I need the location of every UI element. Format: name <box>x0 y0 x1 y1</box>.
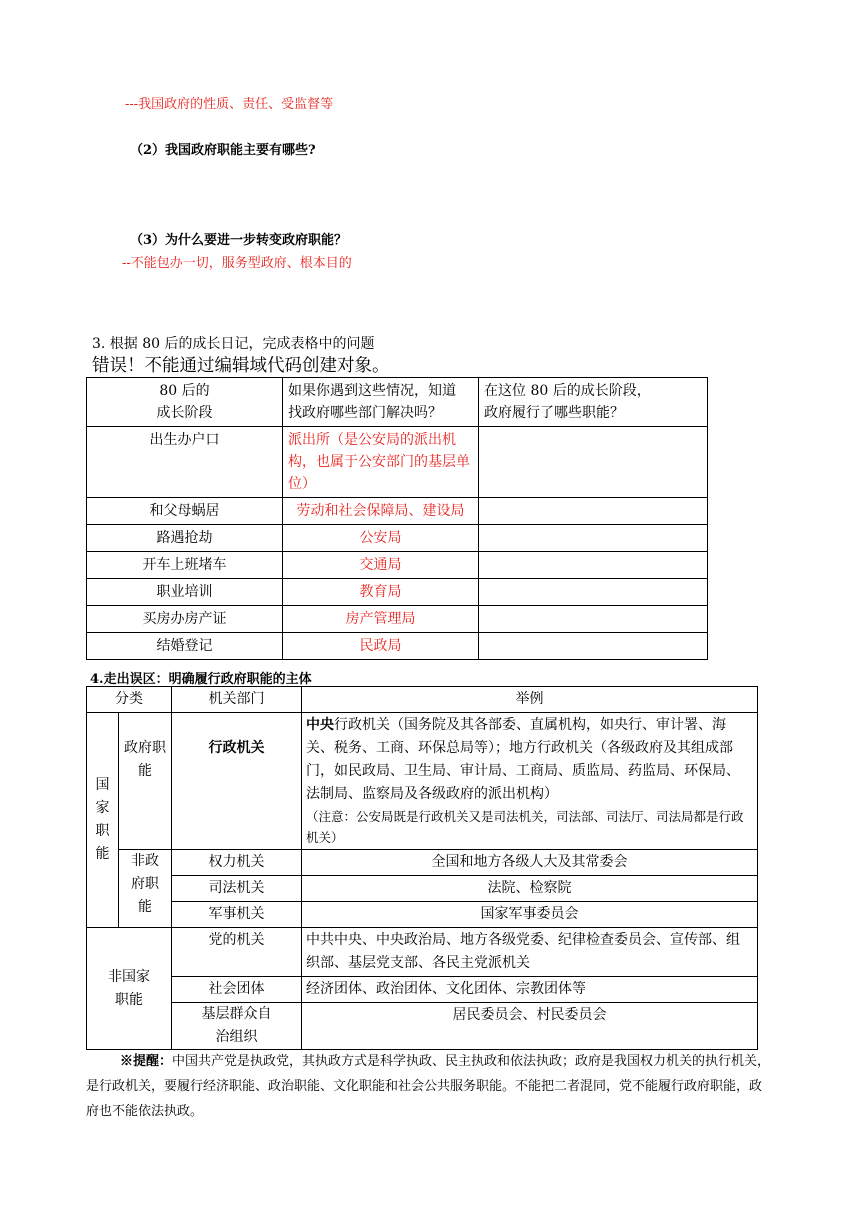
header-text: 政府履行了哪些职能？ <box>484 405 624 421</box>
header-example: 举例 <box>302 687 758 713</box>
tip-label: ※提醒： <box>120 1054 173 1069</box>
table-row <box>87 525 708 552</box>
header-text: 在这位 80 后的成长阶段， <box>484 383 651 399</box>
state-function-cell: 国家职能 <box>87 713 119 928</box>
stage-cell: 买房办房产证 <box>87 606 283 633</box>
func-cell <box>479 579 708 606</box>
example-xingzheng <box>302 713 758 850</box>
answer-line-1: ---我国政府的性质、责任、受监督等 <box>125 97 334 112</box>
example-note: （注意：公安局既是行政机关又是司法机关，司法部、司法厅、司法局都是行政机关） <box>306 809 744 845</box>
stage-cell: 职业培训 <box>87 579 283 606</box>
table-row <box>87 850 758 876</box>
example-junshi: 国家军事委员会 <box>302 902 758 928</box>
dept-cell: 派出所（是公安局的派出机构，也属于公安部门的基层单位） <box>283 427 479 498</box>
example-text: 行政机关（国务院及其各部委、直属机构，如央行、审计署、海关、税务、工商、环保总局等）；地方行政机关（各级政府及其组成部门，如民政局、卫生局、审计局、工商局、质监局、药监局、环保局、法制局、监察局及各级政府的派出机构） <box>306 717 740 802</box>
header-organ: 机关部门 <box>172 687 302 713</box>
table-row <box>87 928 758 977</box>
question-2: （2）我国政府职能主要有哪些? <box>130 143 316 158</box>
example-quanli: 全国和地方各级人大及其常委会 <box>302 850 758 876</box>
header-text: 成长阶段 <box>156 405 213 421</box>
stage-cell: 和父母蜗居 <box>87 498 283 525</box>
tip-paragraph <box>86 1049 774 1124</box>
table-row <box>87 579 708 606</box>
header-text: 如果你遇到这些情况，知道 <box>288 383 456 399</box>
func-cell <box>479 633 708 660</box>
error-message: 错误！不能通过编辑域代码创建对象。 <box>92 356 390 376</box>
stage-cell: 开车上班堵车 <box>87 552 283 579</box>
func-cell <box>479 525 708 552</box>
dept-cell: 房产管理局 <box>283 606 479 633</box>
dept-cell: 教育局 <box>283 579 479 606</box>
header-text: 80 后的 <box>159 383 210 399</box>
example-shehui: 经济团体、政治团体、文化团体、宗教团体等 <box>302 977 758 1003</box>
table-row <box>87 1003 758 1050</box>
nonstate-function-cell: 非国家职能 <box>87 928 172 1050</box>
organ-dang: 党的机关 <box>172 928 302 977</box>
stage-cell: 结婚登记 <box>87 633 283 660</box>
gov-function-cell: 政府职能 <box>119 713 172 850</box>
table-header-row <box>87 687 758 713</box>
header-dept <box>283 378 479 427</box>
example-bold: 中央 <box>306 717 334 733</box>
example-sifa: 法院、检察院 <box>302 876 758 902</box>
func-cell <box>479 552 708 579</box>
organ-xingzheng: 行政机关 <box>172 713 302 850</box>
func-cell <box>479 427 708 498</box>
stage-cell: 出生办户口 <box>87 427 283 498</box>
header-category: 分类 <box>87 687 172 713</box>
organ-jiceng: 基层群众自治组织 <box>172 1003 302 1050</box>
table-row <box>87 713 758 850</box>
header-stage <box>87 378 283 427</box>
section-4-title: 4.走出误区：明确履行政府职能的主体 <box>90 672 312 687</box>
table-row <box>87 552 708 579</box>
organ-junshi: 军事机关 <box>172 902 302 928</box>
answer-3: --不能包办一切，服务型政府、根本目的 <box>122 256 352 271</box>
header-text: 找政府哪些部门解决吗？ <box>288 405 442 421</box>
table-row <box>87 633 708 660</box>
table-row <box>87 876 758 902</box>
growth-table <box>86 377 708 660</box>
example-jiceng: 居民委员会、村民委员会 <box>302 1003 758 1050</box>
organ-shehui: 社会团体 <box>172 977 302 1003</box>
organ-sifa: 司法机关 <box>172 876 302 902</box>
dept-cell: 民政局 <box>283 633 479 660</box>
table-row <box>87 427 708 498</box>
section-3-title: 3. 根据 80 后的成长日记，完成表格中的问题 <box>92 336 375 352</box>
example-dang: 中共中央、中央政治局、地方各级党委、纪律检查委员会、宣传部、组织部、基层党支部、各民主党派机关 <box>302 928 758 977</box>
func-cell <box>479 606 708 633</box>
function-subject-table <box>86 686 758 1050</box>
tip-text: 中国共产党是执政党，其执政方式是科学执政、民主执政和依法执政；政府是我国权力机关的执行机关，是行政机关，要履行经济职能、政治职能、文化职能和社会公共服务职能。不能把二者混同，党不能履行政府职能，政府也不能依法执政。 <box>86 1054 771 1119</box>
nongov-function-cell: 非政府职能 <box>119 850 172 928</box>
dept-cell: 公安局 <box>283 525 479 552</box>
dept-cell: 交通局 <box>283 552 479 579</box>
table-row <box>87 606 708 633</box>
func-cell <box>479 498 708 525</box>
organ-quanli: 权力机关 <box>172 850 302 876</box>
question-3: （3）为什么要进一步转变政府职能？ <box>130 233 348 248</box>
dept-cell: 劳动和社会保障局、建设局 <box>283 498 479 525</box>
table-row <box>87 977 758 1003</box>
header-func <box>479 378 708 427</box>
table-header-row <box>87 378 708 427</box>
table-row <box>87 902 758 928</box>
table-row <box>87 498 708 525</box>
stage-cell: 路遇抢劫 <box>87 525 283 552</box>
